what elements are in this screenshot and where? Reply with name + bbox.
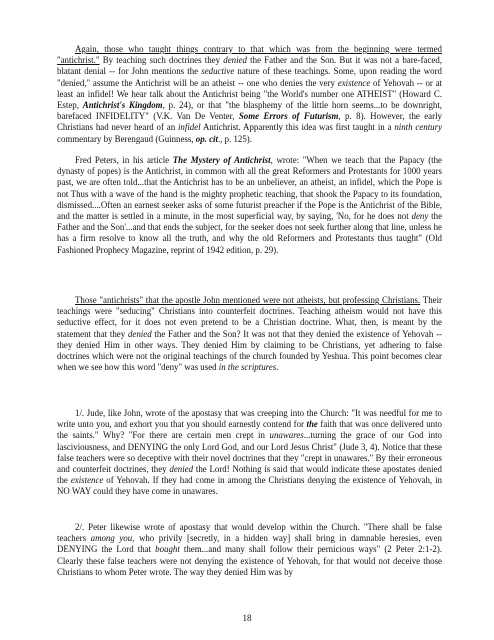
p4-text: 1/. Jude, like John, wrote of the apostasy that was creeping into the Church: "It was needful for me to write unto you, and exhort you that you should earnestly contend for (57, 408, 442, 430)
p4-italic: unawares (269, 430, 304, 441)
p1-text: nature of these teachings. Some, upon reading the word "denied," assume the Antichrist will be an atheist -- one who denies the very (57, 66, 442, 88)
p2-article-title: The Mystery of Antichrist (172, 155, 271, 165)
p1-text: the Father and the Son. But it was not a bare-faced, blatant denial -- for John mentions the (57, 55, 442, 77)
p4-text: ...turning the grace of our God into lasciviousness, and DENYING the only Lord God, and our Lord Jesus Christ" (Jude 3, 4). Notice that these false teachers were so deceptive with their novel doctrines that they "crept in unawares." By their erroneous and counterfeit doctrines, they (57, 430, 442, 475)
p2-text: , wrote: "When we teach that the Papacy (the dynasty of popes) is the Antichrist, in common with all the great Reformers and Protestants for 1000 years past, we are often told...that the Antichrist has to be an unbeliever, an atheist, an infidel, which the Pope is not Thus with a wave of the hand is the mighty prophetic teaching, that shook the Papacy to its foundation, dismissed....Often an earnest seeker asks of some futurist preacher if the Pope is the Antichrist of the Bible, and the matter is settled in a minute, in the most superficial way, by saying, 'No, for he does not (57, 155, 442, 222)
p1-underlined-sentence: Again, those who taught things contrary to that which was from the beginning were termed "antichrist." (57, 44, 442, 66)
p3-italic: in the scriptures (218, 362, 277, 373)
p1-text: of Yehovah -- or at least an infidel! We hear talk about the Antichrist being "the World's number one ATHEIST" (Howard C. Estep, (57, 77, 442, 111)
p1-text: , p. 8). However, the early Christians had never heard of an (57, 111, 442, 133)
p2-text: Fred Peters, in his article (75, 155, 173, 165)
p1-text: Antichrist. Apparently this idea was first taught in a (200, 122, 395, 133)
p1-book-title: Antichrist's Kingdom (82, 100, 163, 111)
p2-text: the Father and the Son'...and that ends the subject, for the seeker does not seek further along that line, unless he has a firm resolve to know all the truth, and why the old Reformers and Protestants thus taught" (Old Fashioned Prophecy Magazine, reprint of 1942 edition, p. 29). (57, 211, 443, 255)
paragraph-5 (57, 522, 442, 578)
p1-citation: op. cit (195, 133, 218, 144)
p3-underlined-sentence: Those "antichrists" that the apostle John mentioned were not atheists, but professing Christians. (75, 295, 421, 305)
paragraph-1 (57, 44, 442, 145)
p1-italic: seductive (201, 66, 235, 77)
p4-italic: existence (70, 475, 104, 486)
p1-text: ., p. 125). (217, 133, 252, 144)
p1-italic: denied (223, 55, 247, 66)
p3-italic: denied (127, 328, 152, 339)
p1-text: , p. 24), or that "the blasphemy of the little horn seems...to be downright, barefaced INFIDELITY" (V.K. Van De Venter, (57, 100, 443, 122)
p4-text: the Lord! Nothing is said that would indicate these apostates denied the (57, 464, 442, 486)
p1-italic: ninth century (394, 122, 443, 133)
p5-italic: among you (90, 533, 133, 544)
p1-text: By teaching such doctrines they (99, 55, 224, 66)
page-number: 18 (242, 613, 252, 623)
p1-text: commentary by Berengaud (Guinness, (57, 133, 196, 144)
paragraph-2 (57, 155, 442, 256)
p5-text: them...and many shall follow their pernicious ways" (2 Peter 2:1-2). Clearly these false teachers were not denying the existence of Yehovah, for that would not deceive those Christians to whom Peter wrote. The way they denied Him was by (57, 544, 443, 577)
paragraph-3 (57, 295, 442, 373)
p5-text: , who privily [secretly, in a hidden way] shall bring in damnable heresies, even DENYING the Lord that (57, 533, 442, 555)
p3-text: Their teachings were "seducing" Christians into counterfeit doctrines. Teaching atheism would not have this seductive effect, for it does not even pretend to be a Christian doctrine. What, then, is meant by the statement that they (57, 295, 442, 339)
paragraph-4 (57, 408, 442, 498)
p1-book-title: Some Errors of Futurism (238, 111, 339, 122)
p1-italic: infidel (177, 122, 201, 133)
p4-italic: denied (169, 464, 194, 475)
p3-text: the Father and the Son? It was not that they denied the existence of Yehovah -- they denied Him in other ways. They denied Him by claiming to be Christians, yet adhering to false doctrines which were not the original teachings of the church founded by Yeshua. This point becomes clear when we see how this word "deny" was used (57, 328, 442, 373)
p1-italic: existence (337, 77, 371, 88)
p4-text: faith that was once delivered unto the saints." Why? "For there are certain men crept in (57, 419, 442, 441)
p4-emphasis: the (306, 419, 318, 430)
p2-italic: deny (411, 211, 429, 222)
p5-italic: bought (155, 544, 180, 555)
p3-text: . (276, 362, 279, 373)
p5-text: 2/. Peter likewise wrote of apostasy that would develop within the Church. "There shall be false teachers (57, 522, 442, 544)
p4-text: of Yehovah. If they had come in among the Christians denying the existence of Yehovah, in NO WAY could they have come in unawares. (57, 475, 442, 497)
